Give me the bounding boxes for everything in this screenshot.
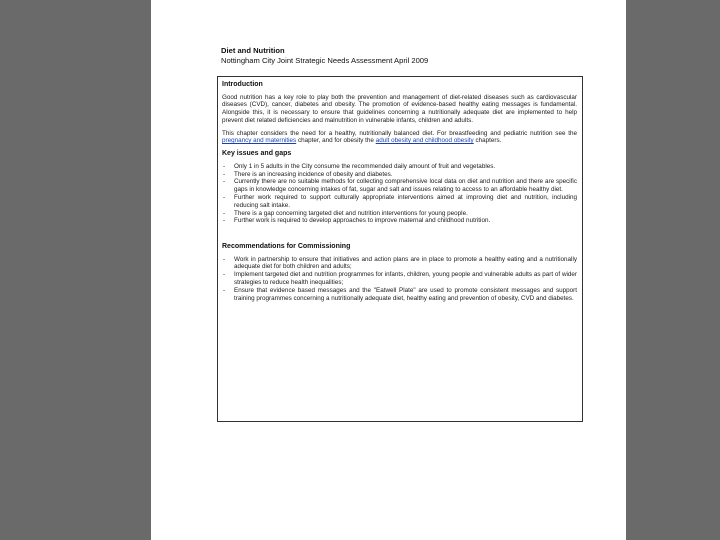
list-item: - There is an increasing incidence of obesity and diabetes. xyxy=(222,171,577,179)
list-item: - Further work is required to develop approaches to improve maternal and childhood nutrition. xyxy=(222,217,577,225)
chapter-scope-paragraph xyxy=(222,130,577,146)
document-subtitle: Nottingham City Joint Strategic Needs Assessment April 2009 xyxy=(221,56,429,65)
scope-text-middle: chapter, and for obesity the xyxy=(296,137,376,145)
recommendations-heading: Recommendations for Commissioning xyxy=(222,243,351,251)
list-item: - Only 1 in 5 adults in the City consume the recommended daily amount of fruit and vegetables. xyxy=(222,163,577,171)
key-issues-list xyxy=(222,163,577,225)
list-item: - There is a gap concerning targeted diet and nutrition interventions for young people. xyxy=(222,210,577,218)
list-item: - Work in partnership to ensure that initiatives and action plans are in place to promote a healthy eating and a nutritionally adequate diet for both children and adults; xyxy=(222,256,577,272)
list-item: - Further work required to support culturally appropriate interventions aimed at improving diet and nutrition, including reducing salt intake. xyxy=(222,194,577,210)
list-item: - Ensure that evidence based messages and the "Eatwell Plate" are used to promote consistent messages and support training programmes concerning a nutritionally adequate diet, healthy eating and prevention of obesity, CVD and diabetes. xyxy=(222,287,577,303)
summary-box xyxy=(217,76,583,422)
section-spacer xyxy=(222,233,577,243)
document-title: Diet and Nutrition xyxy=(221,46,285,55)
document-header xyxy=(221,46,601,66)
pregnancy-maternities-link[interactable]: pregnancy and maternities xyxy=(222,137,297,145)
introduction-paragraph: Good nutrition has a key role to play both the prevention and management of diet-related diseases such as cardiovascular diseases (CVD), cancer, diabetes and obesity. The promotion of evidence-based healthy eating messages is fundamental. Alongside this, it is necessary to ensure that guidelines concerning a nutritionally adequate diet are implemented to help prevent diet related deficiencies and malnutrition in vulnerable infants, children and adults. xyxy=(222,93,577,124)
list-item: - Implement targeted diet and nutrition programmes for infants, children, young people and vulnerable adults as part of wider strategies to reduce health inequalities; xyxy=(222,271,577,287)
key-issues-heading: Key issues and gaps xyxy=(222,150,292,158)
recommendations-list xyxy=(222,256,577,303)
scope-text-before: This chapter considers the need for a healthy, nutritionally balanced diet. For breastfeeding and pediatric nutrition see the xyxy=(222,129,577,137)
obesity-chapters-link[interactable]: adult obesity and childhood obesity xyxy=(375,137,474,145)
document-page xyxy=(151,0,626,540)
list-item: - Currently there are no suitable methods for collecting comprehensive local data on diet and nutrition and there are specific gaps in knowledge concerning intakes of fat, sugar and salt and issues relating to access to an affordable healthy diet. xyxy=(222,178,577,194)
scope-text-after: chapters. xyxy=(473,137,502,145)
introduction-heading: Introduction xyxy=(222,81,263,88)
